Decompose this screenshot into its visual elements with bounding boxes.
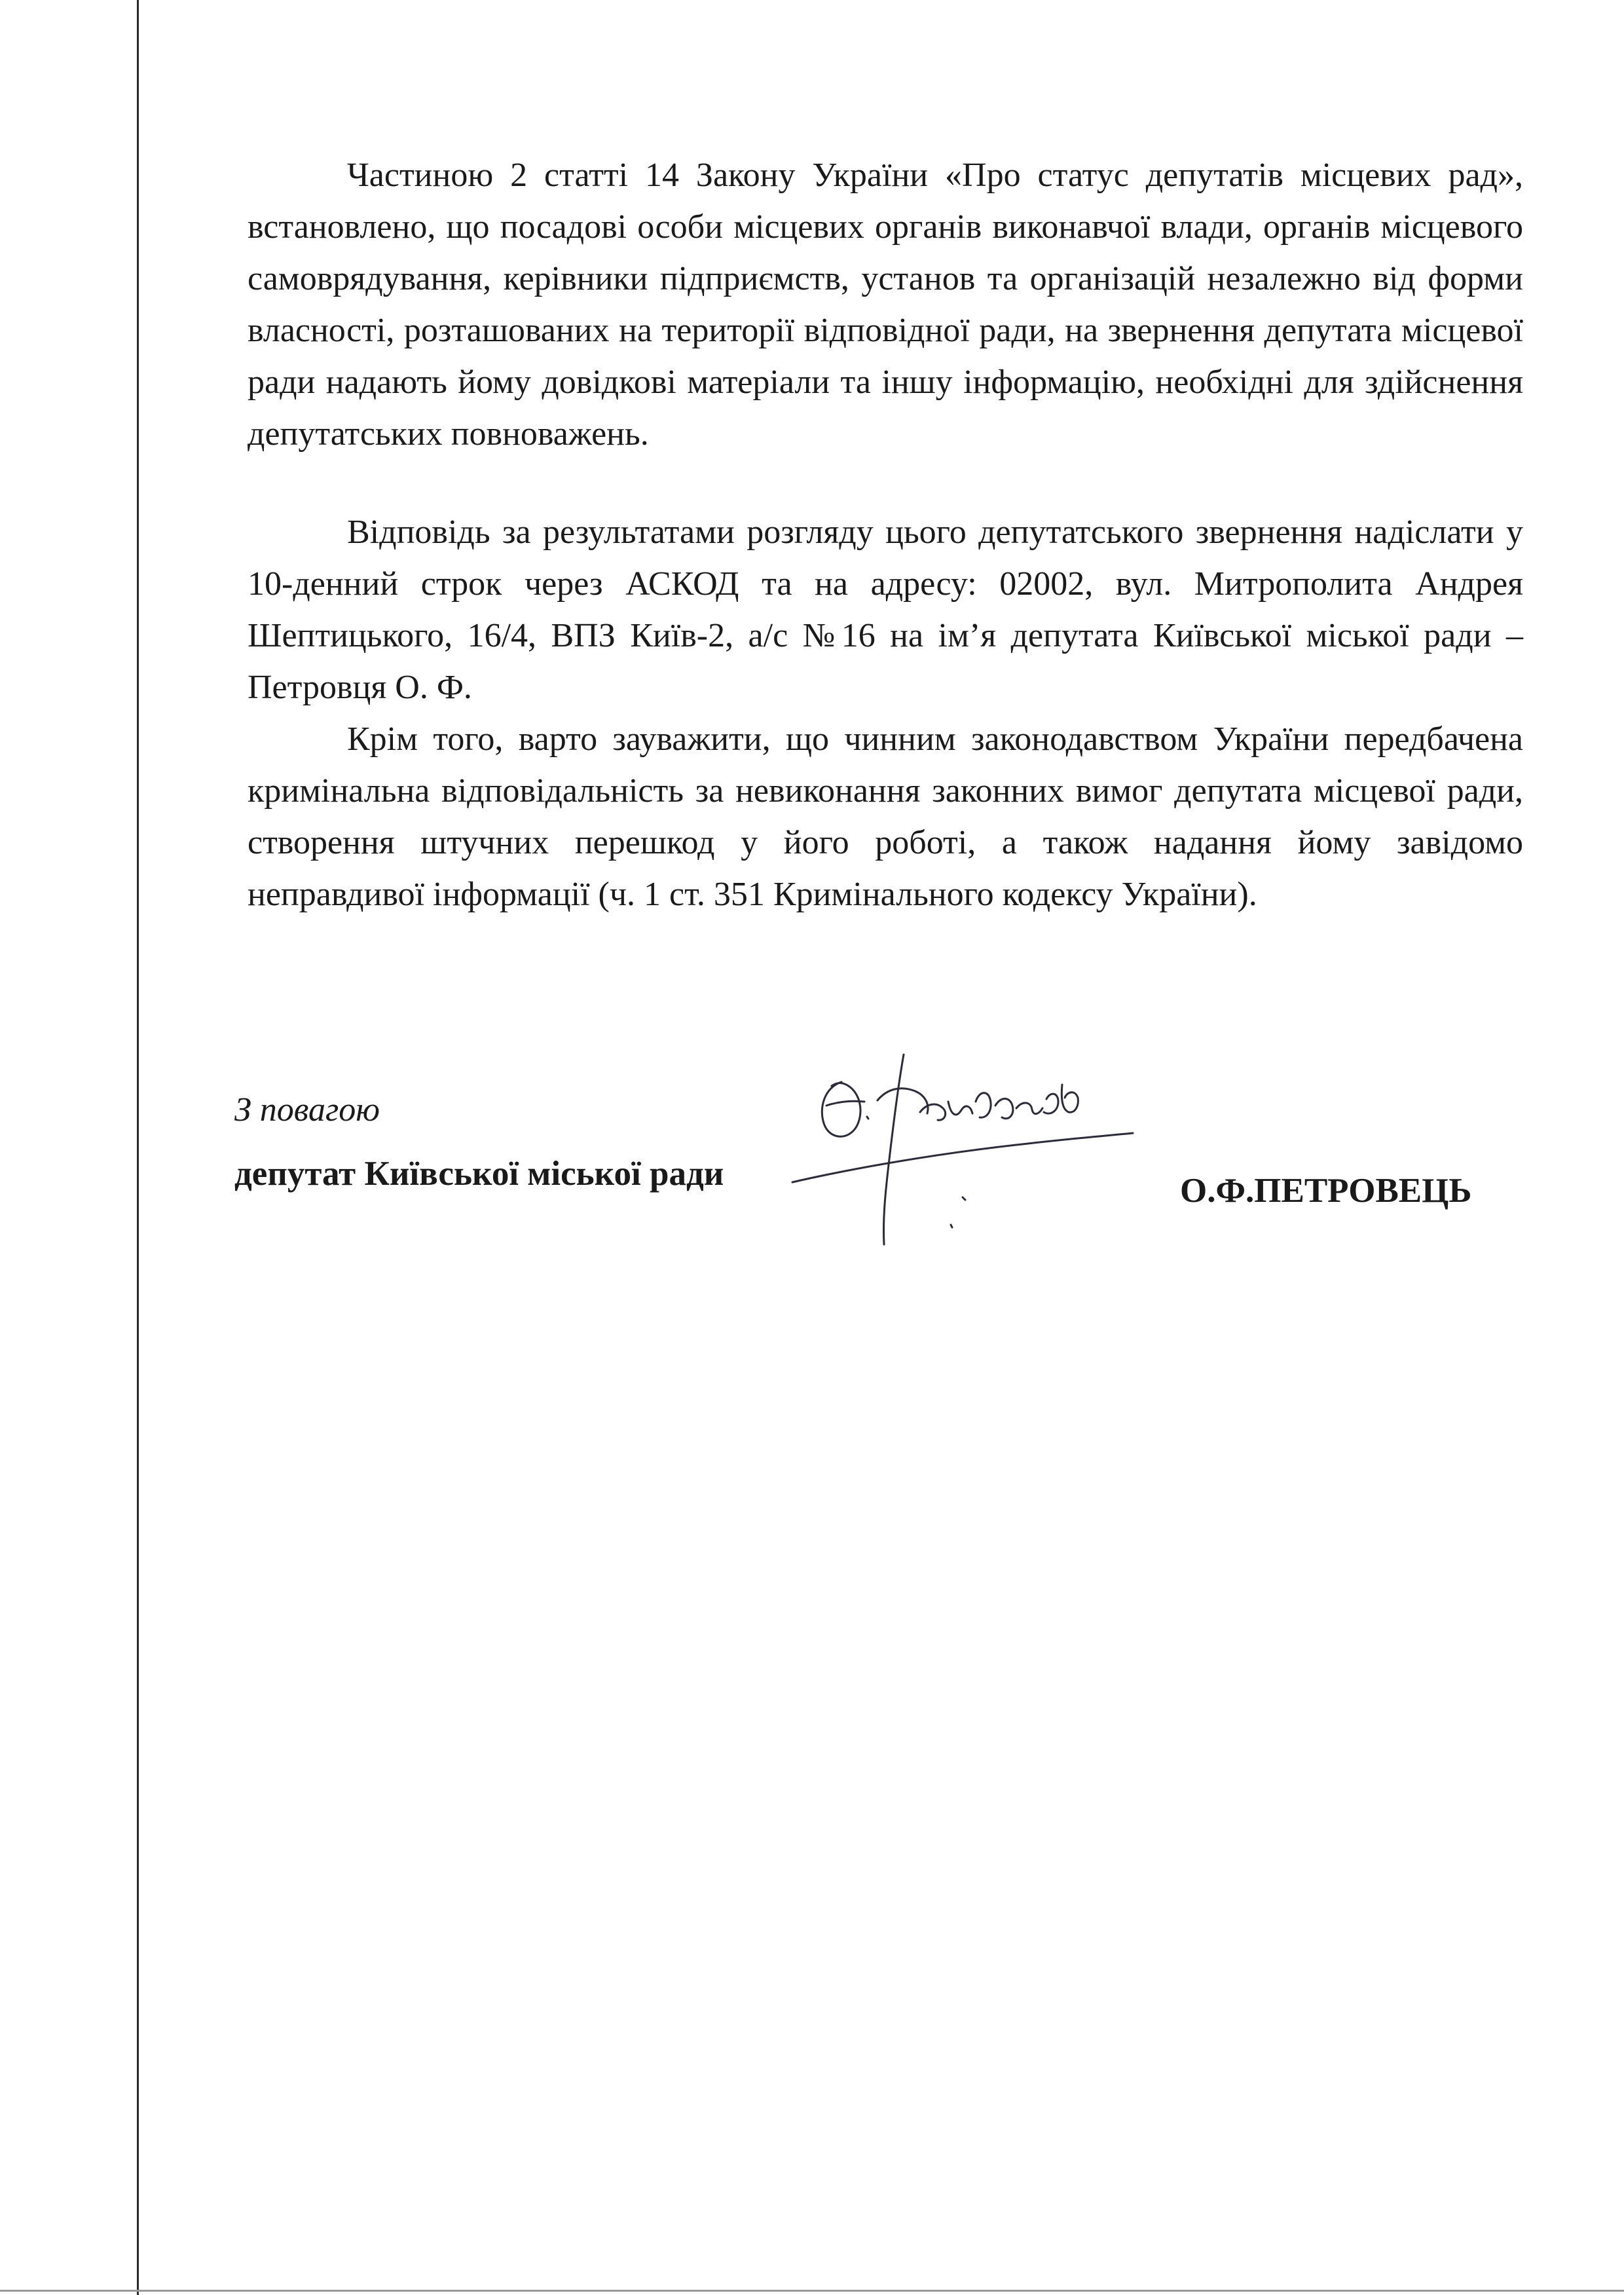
paragraph-law-reference: Частиною 2 статті 14 Закону України «Про статус депутатів місцевих рад», встановлено, що посадові особи місцевих органів виконавчої влади, органів місцевого самоврядування, керівники підприємств, установ та організацій незалежно від форми власності, розташованих на території відповідної ради, на звернення депутата місцевої ради надають йому довідкові матеріали та іншу інформацію, необхідні для здійснення депутатських повноважень. (248, 157, 1523, 453)
handwritten-signature (779, 1028, 1185, 1264)
signer-position: депутат Київської міської ради (234, 1155, 724, 1193)
paragraph-response-request: Відповідь за результатами розгляду цього депутатського звернення надіслати у 10-денний строк через АСКОД та на адресу: 02002, вул. Митрополита Андрея Шептицького, 16/4, ВПЗ Київ-2, а/с №16 на ім’я депутата Київської міської ради – Петровця О. Ф. (248, 513, 1523, 706)
paragraph-liability-note: Крім того, варто зауважити, що чинним законодавством України передбачена кримінальна відповідальність за невиконання законних вимог депутата місцевої ради, створення штучних перешкод у його роботі, а також надання йому завідомо неправдивої інформації (ч. 1 ст. 351 Кримінального кодексу України). (248, 720, 1523, 913)
page-edge-line (137, 0, 139, 2295)
closing-phrase: З повагою (234, 1091, 380, 1129)
letter-body (248, 149, 1523, 920)
page-bottom-line (0, 2290, 1624, 2292)
signer-name: О.Ф.ПЕТРОВЕЦЬ (1180, 1172, 1472, 1210)
